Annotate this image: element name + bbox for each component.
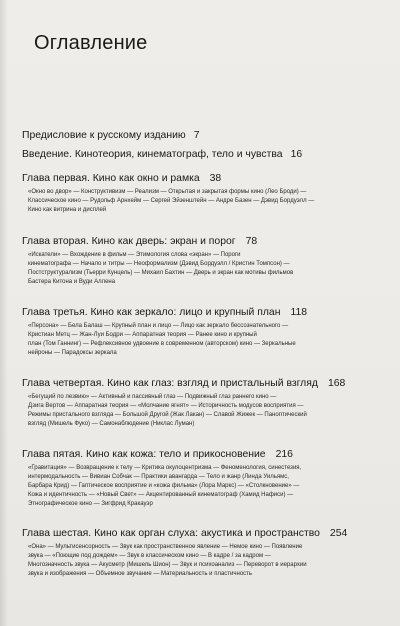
topic-line: звука — «Поющие под дождем» — Звук в классическом кино — В кадре / за кадром — <box>28 553 271 560</box>
topic-line: «Окно во двор» — Конструктивизм — Реализм — Открытая и закрытая формы кино (Лео Броди) — <box>28 189 307 195</box>
topic-line: «Она» — Мультисенсорность — Звук как пространственное явление — Немое кино — Появление <box>28 544 303 550</box>
toc-chapter-label: Глава вторая. Кино как дверь: экран и порог <box>22 236 236 247</box>
topic-line: Бастера Китона и Вуди Аллена <box>28 279 116 286</box>
toc-entry-page: 7 <box>193 130 200 141</box>
topic-line: взгляд (Мишель Фуко) — Самонаблюдение (Никлас Луман) <box>28 421 195 428</box>
toc-chapter-2 <box>22 235 396 287</box>
topic-line: «Персона» — Бела Балаш — Крупный план и лицо — Лицо как зеркало бессознательного — <box>28 323 289 329</box>
topic-line: Режимы пристального взгляда — Большой Другой (Жак Лакан) — Славой Жижек — Паноптический <box>28 412 307 419</box>
toc-chapter-1 <box>22 172 396 215</box>
toc-chapter-topics <box>22 464 396 509</box>
toc-entry-preface <box>22 130 392 142</box>
topic-line: интермодальность — Вивиан Собчак — Практики авангарда — Тело и жанр (Линда Уильямс, <box>28 474 289 481</box>
toc-entry-introduction <box>22 149 392 161</box>
toc-chapter-topics <box>22 322 396 358</box>
topic-line: Барбара Крид) — Гаптическое восприятие и «кожа фильма» (Лора Маркс) — «Столкновение» — <box>28 483 300 490</box>
toc-chapter-topics <box>22 251 396 287</box>
toc-chapter-page: 168 <box>327 378 346 389</box>
topic-line: Кристиан Метц — Жан-Луи Бодри — Аппаратная теория — Ранее кино и крупный <box>28 332 257 339</box>
topic-line: «Гравитация» — Возвращение к телу — Критика окулоцентризма — Феноменология, синестезия, <box>28 465 302 471</box>
toc-chapter-topics <box>22 393 396 429</box>
page-title: Оглавление <box>34 32 148 54</box>
topic-line: Классическое кино — Рудольф Арнхейм — Сергей Эйзенштейн — Андре Базен — Дэвид Бордуэлл — <box>28 198 315 205</box>
toc-chapter-page: 118 <box>290 307 308 318</box>
topic-line: «Бегущий по лезвию» — Активный и пассивный глаз — Подвижный глаз раннего кино — <box>28 394 277 400</box>
topic-line: кинематографа — Начало и титры — Неоформализм (Дэвид Бордуэлл / Кристин Томпсон) — <box>28 261 290 268</box>
topic-line: звука и изображения — Объемное звучание — Материальность и пластичность <box>28 571 253 578</box>
toc-chapter-label: Глава первая. Кино как окно и рамка <box>22 173 200 184</box>
topic-line: нейроны — Парадоксы зеркала <box>28 350 117 357</box>
toc-chapter-page: 38 <box>209 173 222 184</box>
toc-chapter-head <box>22 448 396 461</box>
toc-chapter-3 <box>22 306 396 358</box>
toc-chapter-label: Глава четвертая. Кино как глаз: взгляд и пристальный взгляд <box>22 378 318 389</box>
topic-line: Кино как витрина и дисплей <box>28 207 107 214</box>
toc-chapter-label: Глава шестая. Кино как орган слуха: акустика и пространство <box>22 528 320 539</box>
toc-chapter-page: 78 <box>245 236 258 247</box>
toc-chapter-head <box>22 527 396 540</box>
toc-entry-page: 16 <box>290 149 303 160</box>
topic-line: Дзига Вертов — Аппаратная теория — «Молчание ягнят» — Историчность модусов восприятия — <box>28 403 304 410</box>
toc-chapter-label: Глава третья. Кино как зеркало: лицо и крупный план <box>22 307 281 318</box>
topic-line: «Искатели» — Вхождение в фильм — Этимология слова «экран» — Пороги <box>28 252 241 258</box>
page-spine-shadow <box>0 0 8 626</box>
toc-chapter-head <box>22 172 396 185</box>
topic-line: Многозначность звука — Акусметр (Мишель Шион) — Звук и психоанализ — Переворот в иерархии <box>28 562 307 569</box>
topic-line: Кожа и идентичность — «Новый Свет» — Акцентированный кинематограф (Хамид Нафиси) — <box>28 492 294 499</box>
toc-chapter-topics <box>22 543 396 579</box>
toc-chapter-6 <box>22 527 396 579</box>
toc-chapter-4 <box>22 377 396 429</box>
toc-chapter-page: 216 <box>275 449 293 460</box>
toc-chapter-head <box>22 235 396 248</box>
topic-line: Этнографическое кино — Зигфрид Кракауэр <box>28 501 153 508</box>
toc-chapter-topics <box>22 188 396 215</box>
toc-chapter-label: Глава пятая. Кино как кожа: тело и прикосновение <box>22 449 266 460</box>
topic-line: Постструктурализм (Тьерри Кунцель) — Михаил Бахтин — Дверь и экран как мотивы фильмов <box>28 270 294 277</box>
toc-chapter-5 <box>22 448 396 509</box>
toc-chapter-page: 254 <box>329 528 348 539</box>
topic-line: план (Том Ганнинг) — Рефлексивное удвоение в современном (авторском) кино — Зеркальные <box>28 341 296 348</box>
toc-chapter-head <box>22 306 396 319</box>
toc-chapter-head <box>22 377 396 390</box>
toc-entry-label: Введение. Кинотеория, кинематограф, тело и чувства <box>22 149 283 160</box>
toc-entry-label: Предисловие к русскому изданию <box>22 130 186 141</box>
